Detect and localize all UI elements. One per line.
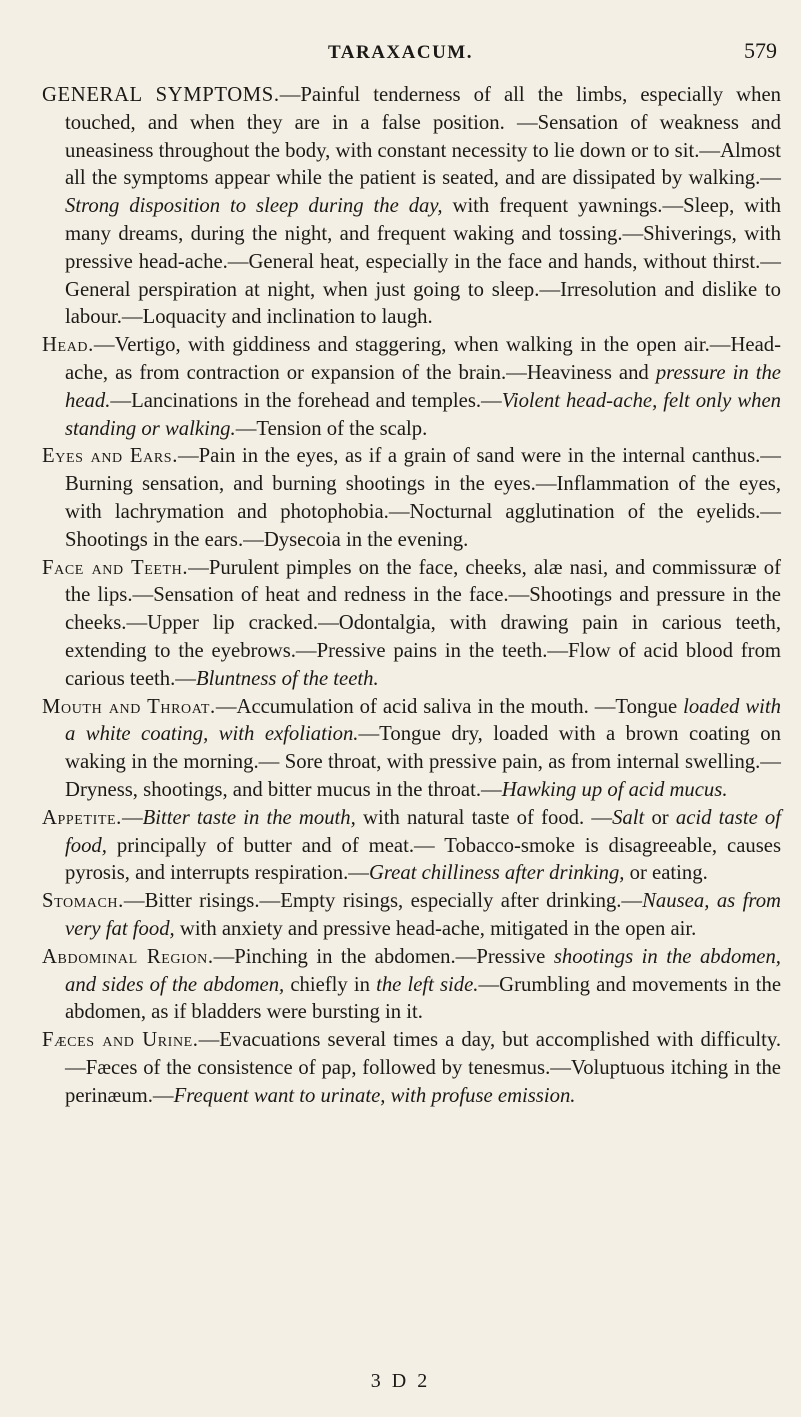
symptom-text: with frequent yawnings.—Sleep, with many dreams, during the night, and frequent waking and tossing.—Shiverings, with pressive head-ache.—General heat, especially in the face and hands, without thirst.—General perspiration at night, when just going to sleep.—Irresolution and dislike to labour.—Loquacity and inclination to laugh. (65, 195, 781, 329)
symptom-text: — (121, 806, 143, 829)
symptom-text: or (644, 806, 676, 829)
symptom-text: —Vertigo, with giddiness and staggering, when walking in the open air.—Head-ache, as from contraction or expansion of the brain.—Heaviness and (65, 334, 781, 384)
emphasized-symptom: pressure in the head. (65, 361, 781, 412)
symptom-section (42, 694, 781, 805)
symptom-section (42, 82, 781, 332)
symptom-text: —Evacuations several times a day, but accomplished with difficulty.—Fæces of the consistence of pap, followed by tenesmus.—Voluptuous itching in the perinæum.— (65, 1029, 781, 1107)
emphasized-symptom: Hawking up of acid mucus. (501, 778, 728, 801)
section-heading: Mouth and Throat. (42, 695, 216, 718)
symptom-section (42, 888, 781, 944)
symptom-text: chiefly in (284, 973, 377, 996)
page-number: 579 (744, 38, 777, 63)
symptom-text: —Pain in the eyes, as if a grain of sand were in the internal canthus.—Burning sensation, and burning shootings in the eyes.—Inflammation of the eyes, with lachrymation and photophobia.—Nocturnal agglutination of the eyelids.—Shootings in the ears.—Dysecoia in the evening. (65, 445, 781, 551)
symptom-text: —Tension of the scalp. (235, 417, 428, 440)
section-heading: Stomach. (42, 890, 124, 913)
symptom-text: —Bitter risings.—Empty risings, especially after drinking.— (123, 890, 643, 913)
symptom-section (42, 805, 781, 888)
emphasized-symptom: shootings in the abdomen, and sides of the abdomen, (65, 945, 781, 996)
emphasized-symptom: Great chilliness after drinking, (368, 862, 625, 885)
symptom-text: —Grumbling and movements in the abdomen, as if bladders were bursting in it. (65, 973, 781, 1024)
emphasized-symptom: loaded with a white coating, with exfoliation. (65, 695, 781, 746)
emphasized-symptom: Salt (612, 806, 645, 829)
emphasized-symptom: acid taste of food, (65, 806, 782, 857)
symptom-text: —Painful tenderness of all the limbs, especially when touched, and when they are in a false position. —Sensation of weakness and uneasiness throughout the body, with constant necessity to lie down or to sit.—Almost all the symptoms appear while the patient is seated, and are dissipated by walking.— (65, 84, 781, 190)
running-title: TARAXACUM. (328, 42, 473, 63)
emphasized-symptom: Bitter taste in the mouth, (142, 806, 356, 829)
symptom-section (42, 443, 781, 554)
symptom-text: with natural taste of food. — (355, 806, 613, 829)
section-heading: GENERAL SYMPTOMS. (42, 84, 280, 106)
emphasized-symptom: the left side. (376, 973, 479, 996)
emphasized-symptom: Violent head-ache, felt only when standing or walking. (65, 389, 781, 440)
symptom-text: principally of butter and of meat.— Tobacco-smoke is disagreeable, causes pyrosis, and interrupts respiration.— (65, 834, 781, 885)
body-text (42, 82, 781, 1110)
symptom-section (42, 1027, 781, 1110)
symptom-section (42, 944, 781, 1027)
section-heading: Head. (42, 334, 94, 357)
symptom-text: —Purulent pimples on the face, cheeks, alæ nasi, and commissuræ of the lips.—Sensation of heat and redness in the face.—Shootings and pressure in the cheeks.—Upper lip cracked.—Odontalgia, with drawing pain in carious teeth, extending to the eyebrows.—Pressive pains in the teeth.—Flow of acid blood from carious teeth.— (65, 556, 781, 690)
symptom-text: —Accumulation of acid saliva in the mouth. —Tongue (215, 695, 684, 718)
symptom-text: or eating. (624, 862, 708, 885)
emphasized-symptom: Strong disposition to sleep during the day, (65, 195, 443, 218)
symptom-section (42, 555, 781, 694)
emphasized-symptom: Frequent want to urinate, with profuse emission. (173, 1084, 576, 1107)
symptom-text: —Pinching in the abdomen.—Pressive (213, 945, 554, 968)
symptom-text: with anxiety and pressive head-ache, mitigated in the open air. (174, 917, 697, 940)
section-heading: Fæces and Urine. (42, 1029, 199, 1052)
printer-signature: 3 D 2 (370, 1370, 431, 1392)
symptom-text: —Lancinations in the forehead and temples.— (110, 389, 502, 412)
symptom-text: —Tongue dry, loaded with a brown coating on waking in the morning.— Sore throat, with pressive pain, as from internal swelling.— Dryness, shootings, and bitter mucus in the throat.— (65, 723, 781, 801)
emphasized-symptom: Nausea, as from very fat food, (65, 890, 781, 940)
symptom-section (42, 332, 781, 443)
emphasized-symptom: Bluntness of the teeth. (195, 667, 379, 690)
section-heading: Face and Teeth. (42, 556, 189, 579)
running-head (0, 38, 801, 68)
section-heading: Abdominal Region. (42, 945, 214, 968)
section-heading: Eyes and Ears. (42, 445, 178, 468)
section-heading: Appetite. (42, 806, 122, 829)
